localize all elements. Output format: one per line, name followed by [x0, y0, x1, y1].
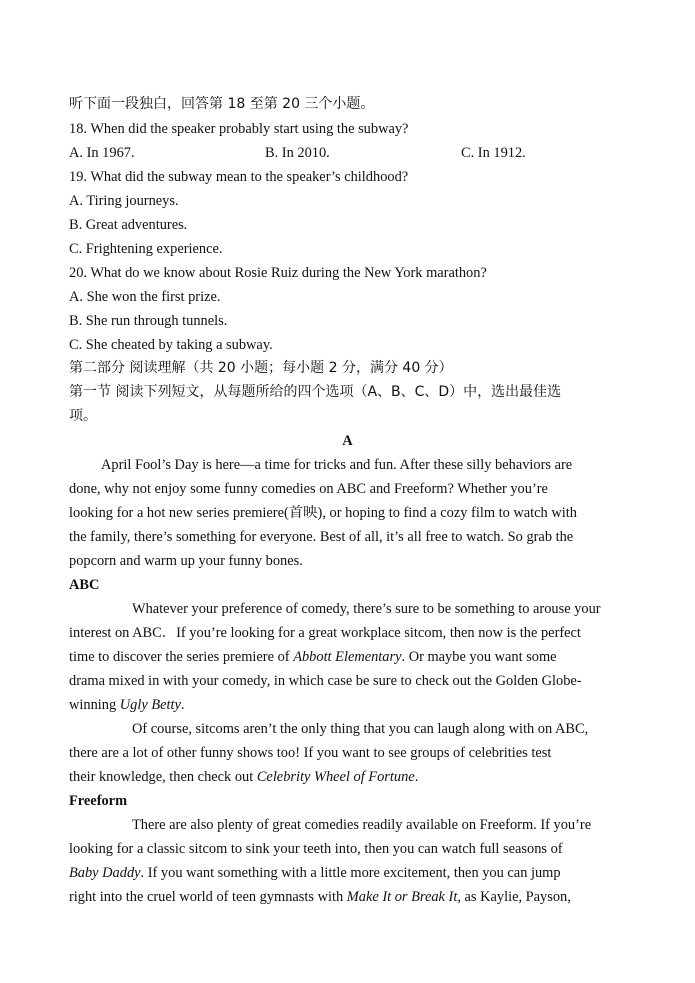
intro-paragraph-line: popcorn and warm up your funny bones. [69, 553, 303, 569]
intro-paragraph-line: looking for a hot new series premiere(首映), or hoping to find a cozy film to watch with [69, 505, 577, 521]
question-18-stem: 18. When did the speaker probably start using the subway? [69, 121, 409, 137]
intro-paragraph-line: done, why not enjoy some funny comedies on ABC and Freeform? Whether you’re [69, 481, 548, 497]
question-20-option-a: A. She won the first prize. [69, 289, 221, 305]
text-segment: . If you want something with a little more excitement, then you can jump [140, 865, 561, 881]
question-19-stem: 19. What did the subway mean to the speaker’s childhood? [69, 169, 409, 185]
text-segment: right into the cruel world of teen gymnasts with [69, 889, 347, 905]
question-18-option-a: A. In 1967. [69, 145, 135, 161]
text-segment: winning [69, 697, 120, 713]
question-19-option-a: A. Tiring journeys. [69, 193, 179, 209]
abc-paragraph-line [69, 648, 557, 666]
question-20-stem: 20. What do we know about Rosie Ruiz during the New York marathon? [69, 265, 487, 281]
passage-title: A [342, 433, 353, 449]
question-18-option-c: C. In 1912. [461, 145, 526, 161]
section-one-instructions-cont: 项。 [69, 408, 97, 424]
text-segment: . [180, 697, 185, 713]
listening-intro: 听下面一段独白，回答第 18 至第 20 三个小题。 [69, 96, 375, 112]
show-title: Abbott Elementary [293, 649, 402, 665]
part-two-heading: 第二部分 阅读理解（共 20 小题；每小题 2 分，满分 40 分） [69, 360, 453, 376]
question-18-option-b: B. In 2010. [265, 145, 330, 161]
intro-paragraph-line: April Fool’s Day is here—a time for tricks and fun. After these silly behaviors are [101, 457, 573, 473]
section-one-instructions: 第一节 阅读下列短文，从每题所给的四个选项（A、B、C、D）中，选出最佳选 [69, 384, 562, 400]
freeform-paragraph-line [69, 888, 571, 906]
text-segment: . [414, 769, 419, 785]
text-segment: . Or maybe you want some [401, 649, 557, 665]
abc-paragraph-line: drama mixed in with your comedy, in which case be sure to check out the Golden Globe- [69, 673, 582, 689]
text-segment: , as Kaylie, Payson, [457, 889, 571, 905]
show-title: Make It or Break It [346, 889, 458, 905]
abc-paragraph-2-line [69, 768, 418, 786]
question-20-option-c: C. She cheated by taking a subway. [69, 337, 273, 353]
text-segment: their knowledge, then check out [69, 769, 257, 785]
text-segment: time to discover the series premiere of [69, 649, 294, 665]
question-19-option-c: C. Frightening experience. [69, 241, 223, 257]
freeform-paragraph-line [69, 864, 561, 882]
abc-paragraph-line: interest on ABC．If you’re looking for a great workplace sitcom, then now is the perfect [69, 625, 581, 641]
show-title: Ugly Betty [119, 697, 181, 713]
abc-paragraph-line [69, 696, 185, 714]
question-19-option-b: B. Great adventures. [69, 217, 188, 233]
freeform-paragraph-line: looking for a classic sitcom to sink your teeth into, then you can watch full seasons of [69, 841, 563, 857]
freeform-paragraph-line: There are also plenty of great comedies readily available on Freeform. If you’re [132, 817, 592, 833]
intro-paragraph-line: the family, there’s something for everyone. Best of all, it’s all free to watch. So grab the [69, 529, 574, 545]
abc-paragraph-2-line: Of course, sitcoms aren’t the only thing that you can laugh along with on ABC, [132, 721, 589, 737]
freeform-heading: Freeform [69, 793, 128, 809]
abc-heading: ABC [69, 577, 100, 593]
question-20-option-b: B. She run through tunnels. [69, 313, 228, 329]
abc-paragraph-line: Whatever your preference of comedy, there’s sure to be something to arouse your [132, 601, 601, 617]
show-title: Baby Daddy [69, 865, 141, 881]
abc-paragraph-2-line: there are a lot of other funny shows too! If you want to see groups of celebrities test [69, 745, 552, 761]
show-title: Celebrity Wheel of Fortune [256, 769, 415, 785]
